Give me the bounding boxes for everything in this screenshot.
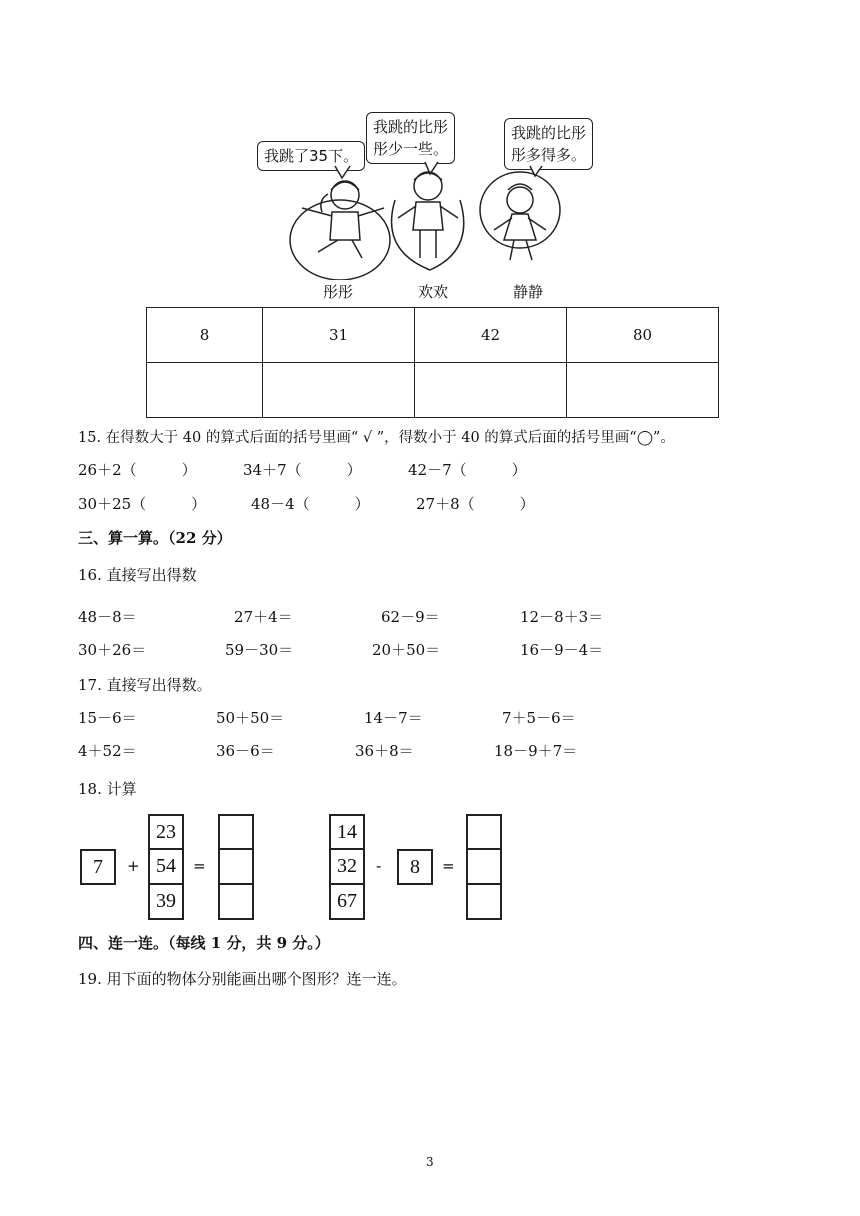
- table-cell: 31: [263, 308, 415, 363]
- answer-box[interactable]: [466, 848, 502, 885]
- q15-item[interactable]: 42－7（ ）: [408, 461, 527, 479]
- answer-cell[interactable]: [567, 363, 719, 418]
- answer-cell[interactable]: [415, 363, 567, 418]
- q17-item[interactable]: 4＋52＝: [78, 742, 137, 760]
- single-number-box: 8: [397, 849, 433, 885]
- q16-item[interactable]: 16－9－4＝: [520, 641, 604, 659]
- q17-item[interactable]: 14－7＝: [364, 709, 423, 727]
- speech-bubble-jingjing: 我跳的比彤 彤多得多。: [504, 118, 593, 170]
- q15-item[interactable]: 48－4（ ）: [251, 495, 370, 513]
- answer-box[interactable]: [218, 814, 254, 850]
- number-column-cell: 39: [148, 883, 184, 920]
- q17-item[interactable]: 36－6＝: [216, 742, 275, 760]
- equals-sign: =: [442, 857, 455, 875]
- plus-sign: +: [127, 857, 140, 875]
- name-huanhuan: 欢欢: [418, 283, 449, 301]
- table-cell: 80: [567, 308, 719, 363]
- children-jump-rope-illustration: [280, 160, 600, 280]
- answer-box[interactable]: [466, 814, 502, 850]
- table-cell: 42: [415, 308, 567, 363]
- answer-box[interactable]: [218, 883, 254, 920]
- section-3-heading: 三、算一算。（22 分）: [78, 529, 232, 547]
- speech-bubble-tongtong: 我跳了35下。: [257, 141, 365, 171]
- number-column-cell: 23: [148, 814, 184, 850]
- q16-item[interactable]: 48－8＝: [78, 608, 137, 626]
- q16-item[interactable]: 30＋26＝: [78, 641, 147, 659]
- q18-title: 18. 计算: [78, 780, 137, 798]
- answer-box[interactable]: [218, 848, 254, 885]
- number-column-cell: 67: [329, 883, 365, 920]
- q17-item[interactable]: 15－6＝: [78, 709, 137, 727]
- q15-item[interactable]: 26＋2（ ）: [78, 461, 197, 479]
- q16-item[interactable]: 27＋4＝: [234, 608, 293, 626]
- page-number: 3: [426, 1155, 434, 1169]
- q15-item[interactable]: 27＋8（ ）: [416, 495, 535, 513]
- equals-sign: =: [193, 857, 206, 875]
- answer-cell[interactable]: [263, 363, 415, 418]
- name-tongtong: 彤彤: [323, 283, 354, 301]
- q16-item[interactable]: 20＋50＝: [372, 641, 441, 659]
- answer-box[interactable]: [466, 883, 502, 920]
- number-column-cell: 32: [329, 848, 365, 885]
- q16-item[interactable]: 59－30＝: [225, 641, 294, 659]
- q17-item[interactable]: 7＋5－6＝: [502, 709, 576, 727]
- q17-item[interactable]: 18－9＋7＝: [494, 742, 578, 760]
- answer-cell[interactable]: [147, 363, 263, 418]
- minus-sign: -: [376, 857, 382, 875]
- q19-title: 19. 用下面的物体分别能画出哪个图形？连一连。: [78, 970, 407, 988]
- q17-item[interactable]: 36＋8＝: [355, 742, 414, 760]
- q15-instruction: 15. 在得数大于 40 的算式后面的括号里画“ √ ”，得数小于 40 的算式后面的括号里画“◯”。: [78, 430, 675, 446]
- single-number-box: 7: [80, 849, 116, 885]
- speech-bubble-huanhuan: 我跳的比彤 彤少一些。: [366, 112, 455, 164]
- q16-title: 16. 直接写出得数: [78, 566, 197, 584]
- q17-title: 17. 直接写出得数。: [78, 676, 212, 694]
- name-jingjing: 静静: [513, 283, 544, 301]
- q16-item[interactable]: 62－9＝: [381, 608, 440, 626]
- q17-item[interactable]: 50＋50＝: [216, 709, 285, 727]
- number-column-cell: 14: [329, 814, 365, 850]
- section-4-heading: 四、连一连。（每线 1 分，共 9 分。）: [78, 934, 330, 952]
- q15-item[interactable]: 34＋7（ ）: [243, 461, 362, 479]
- q16-item[interactable]: 12－8＋3＝: [520, 608, 604, 626]
- table-cell: 8: [147, 308, 263, 363]
- number-column-cell: 54: [148, 848, 184, 885]
- q15-item[interactable]: 30＋25（ ）: [78, 495, 207, 513]
- jump-count-table: [146, 307, 719, 418]
